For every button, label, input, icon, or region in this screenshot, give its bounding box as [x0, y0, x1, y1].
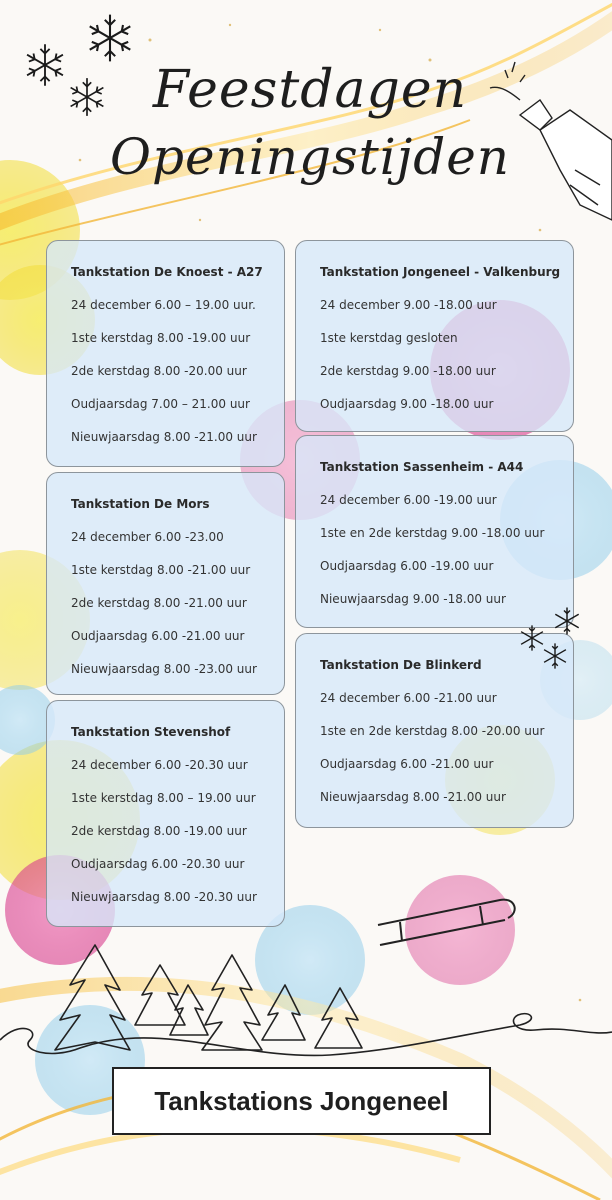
hours-line: 2de kerstdag 8.00 -20.00 uur: [71, 364, 247, 378]
location-name: Tankstation De Blinkerd: [320, 658, 482, 672]
location-card-de-mors: [46, 472, 285, 695]
hours-line: Nieuwjaarsdag 9.00 -18.00 uur: [320, 592, 506, 606]
light-swirl: [0, 1128, 460, 1180]
hours-line: 1ste kerstdag gesloten: [320, 331, 458, 345]
hours-line: Nieuwjaarsdag 8.00 -21.00 uur: [320, 790, 506, 804]
location-card-de-knoest: [46, 240, 285, 467]
hours-line: Oudjaarsdag 6.00 -20.30 uur: [71, 857, 245, 871]
hours-line: 24 december 9.00 -18.00 uur: [320, 298, 497, 312]
hours-line: 1ste kerstdag 8.00 – 19.00 uur: [71, 791, 256, 805]
hours-line: 1ste en 2de kerstdag 8.00 -20.00 uur: [320, 724, 545, 738]
snowflake-icon: [552, 606, 582, 636]
hours-line: 24 december 6.00 -21.00 uur: [320, 691, 497, 705]
hours-line: Nieuwjaarsdag 8.00 -21.00 uur: [71, 430, 257, 444]
hours-line: Oudjaarsdag 6.00 -19.00 uur: [320, 559, 494, 573]
hours-line: 24 december 6.00 -20.30 uur: [71, 758, 248, 772]
hours-line: 2de kerstdag 8.00 -19.00 uur: [71, 824, 247, 838]
page-title-line-1: Feestdagen: [152, 60, 468, 120]
snowflake-icon: [22, 42, 68, 88]
hours-line: 2de kerstdag 8.00 -21.00 uur: [71, 596, 247, 610]
hours-line: Oudjaarsdag 6.00 -21.00 uur: [320, 757, 494, 771]
hours-line: 1ste kerstdag 8.00 -21.00 uur: [71, 563, 251, 577]
location-card-stevenshof: [46, 700, 285, 927]
hours-line: Oudjaarsdag 9.00 -18.00 uur: [320, 397, 494, 411]
location-name: Tankstation De Knoest - A27: [71, 265, 263, 279]
hours-line: 24 december 6.00 -19.00 uur: [320, 493, 497, 507]
location-card-de-blinkerd: [295, 633, 574, 828]
location-name: Tankstation Sassenheim - A44: [320, 460, 524, 474]
snowflake-icon: [541, 642, 569, 670]
page-title-line-2: Openingstijden: [109, 128, 511, 186]
location-name: Tankstation Jongeneel - Valkenburg: [320, 265, 561, 279]
hours-line: 24 december 6.00 – 19.00 uur.: [71, 298, 256, 312]
hours-line: 1ste en 2de kerstdag 9.00 -18.00 uur: [320, 526, 545, 540]
hours-line: 24 december 6.00 -23.00: [71, 530, 224, 544]
brand-footer: Tankstations Jongeneel: [112, 1067, 491, 1135]
hours-line: Oudjaarsdag 7.00 – 21.00 uur: [71, 397, 250, 411]
location-card-sassenheim: [295, 435, 574, 628]
hours-line: Oudjaarsdag 6.00 -21.00 uur: [71, 629, 245, 643]
hours-line: 1ste kerstdag 8.00 -19.00 uur: [71, 331, 251, 345]
location-card-valkenburg: [295, 240, 574, 432]
location-name: Tankstation Stevenshof: [71, 725, 231, 739]
hours-line: 2de kerstdag 9.00 -18.00 uur: [320, 364, 496, 378]
hours-line: Nieuwjaarsdag 8.00 -20.30 uur: [71, 890, 257, 904]
snowflake-icon: [84, 12, 136, 64]
location-name: Tankstation De Mors: [71, 497, 210, 511]
hours-line: Nieuwjaarsdag 8.00 -23.00 uur: [71, 662, 257, 676]
